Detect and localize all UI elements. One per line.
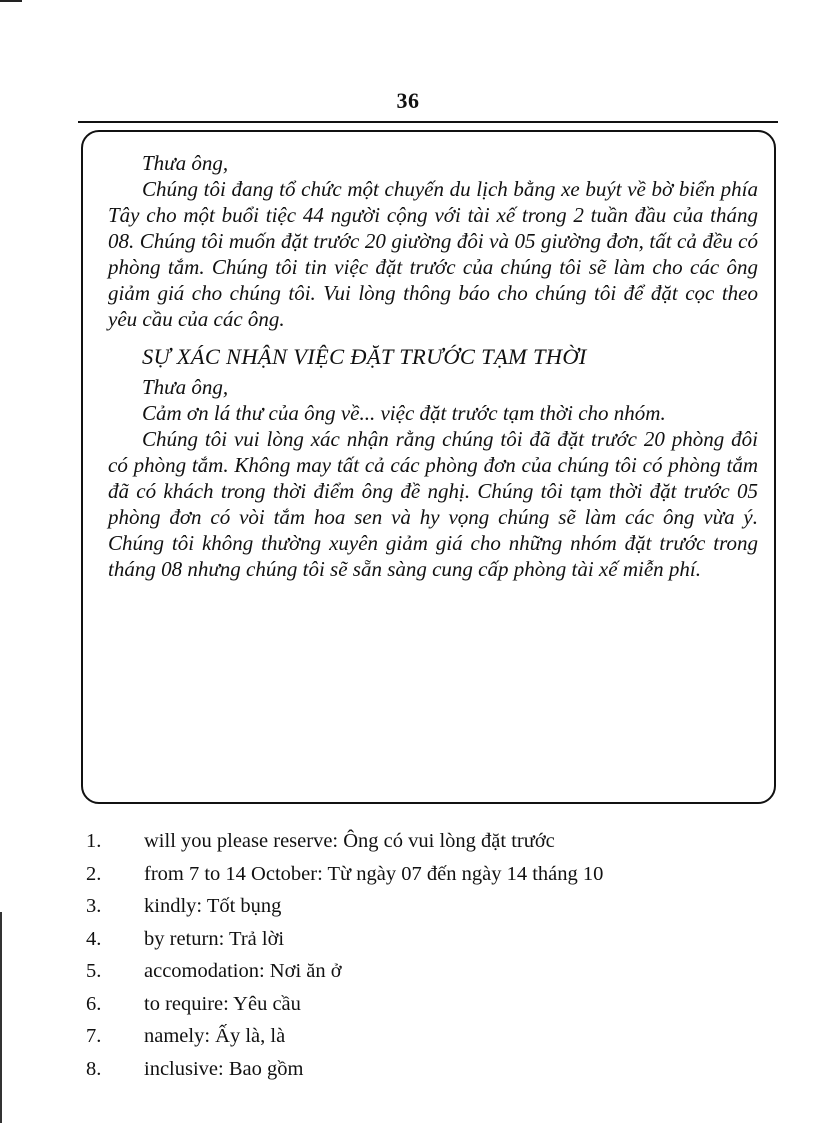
- letter-body: [108, 150, 758, 582]
- vocabulary-item: [86, 924, 796, 957]
- vocabulary-number: 4.: [86, 927, 102, 950]
- vocabulary-number: 3.: [86, 895, 102, 917]
- vocabulary-item: [86, 989, 796, 1022]
- page-number: 36: [396, 88, 420, 113]
- vocabulary-text: to require: Yêu cầu: [144, 992, 301, 1015]
- letter-salutation: Thưa ông,: [142, 151, 229, 175]
- vocabulary-text: namely: Ấy là, là: [144, 1025, 286, 1047]
- reply-paragraph: Chúng tôi vui lòng xác nhận rằng chúng tôi đã đặt trước 20 phòng đôi có phòng tắm. Không may tất cả các phòng đơn của chúng tôi có phòng tắm đã có khách trong thời điểm ông đề nghị. Chúng tôi tạm thời đặt trước 05 phòng đơn có vòi tắm hoa sen và hy vọng chúng sẽ làm các ông vừa ý. Chúng tôi không thường xuyên giảm giá cho những nhóm đặt trước trong tháng 08 nhưng chúng tôi sẽ sẵn sàng cung cấp phòng tài xế miễn phí.: [108, 427, 758, 581]
- vocabulary-number: 7.: [86, 1025, 102, 1047]
- vocabulary-number: 5.: [86, 960, 102, 982]
- vocabulary-item: [86, 1054, 796, 1087]
- vocabulary-text: by return: Trả lời: [144, 927, 285, 950]
- vocabulary-number: 1.: [86, 830, 102, 852]
- reply-salutation: Thưa ông,: [142, 375, 229, 399]
- vocabulary-item: [86, 826, 796, 859]
- vocabulary-text: will you please reserve: Ông có vui lòng đặt trước: [144, 830, 555, 852]
- vocabulary-list: [86, 826, 796, 1086]
- reply-thanks: Cảm ơn lá thư của ông về... việc đặt trước tạm thời cho nhóm.: [142, 401, 666, 425]
- scan-edge-rule: [0, 912, 2, 1123]
- vocabulary-item: [86, 1021, 796, 1054]
- vocabulary-text: kindly: Tốt bụng: [144, 895, 282, 917]
- vocabulary-number: 6.: [86, 992, 102, 1015]
- vocabulary-item: [86, 891, 796, 924]
- vocabulary-text: accomodation: Nơi ăn ở: [144, 960, 342, 982]
- vocabulary-number: 2.: [86, 862, 102, 885]
- vocabulary-item: [86, 859, 796, 892]
- vocabulary-item: [86, 956, 796, 989]
- letter-request-paragraph: Chúng tôi đang tổ chức một chuyến du lịch bằng xe buýt về bờ biển phía Tây cho một buổi tiệc 44 người cộng với tài xế trong 2 tuần đầu của tháng 08. Chúng tôi muốn đặt trước 20 giường đôi và 05 giường đơn, tất cả đều có phòng tắm. Chúng tôi tin việc đặt trước của chúng tôi sẽ làm cho các ông giảm giá cho chúng tôi. Vui lòng thông báo cho chúng tôi để đặt cọc theo yêu cầu của các ông.: [108, 177, 758, 331]
- reply-heading: SỰ XÁC NHẬN VIỆC ĐẶT TRƯỚC TẠM THỜI: [142, 344, 587, 369]
- vocabulary-text: from 7 to 14 October: Từ ngày 07 đến ngày 14 tháng 10: [144, 862, 604, 885]
- header-rule: [78, 121, 778, 123]
- scan-edge-mark: [0, 0, 22, 2]
- vocabulary-number: 8.: [86, 1057, 102, 1080]
- vocabulary-text: inclusive: Bao gồm: [144, 1057, 304, 1080]
